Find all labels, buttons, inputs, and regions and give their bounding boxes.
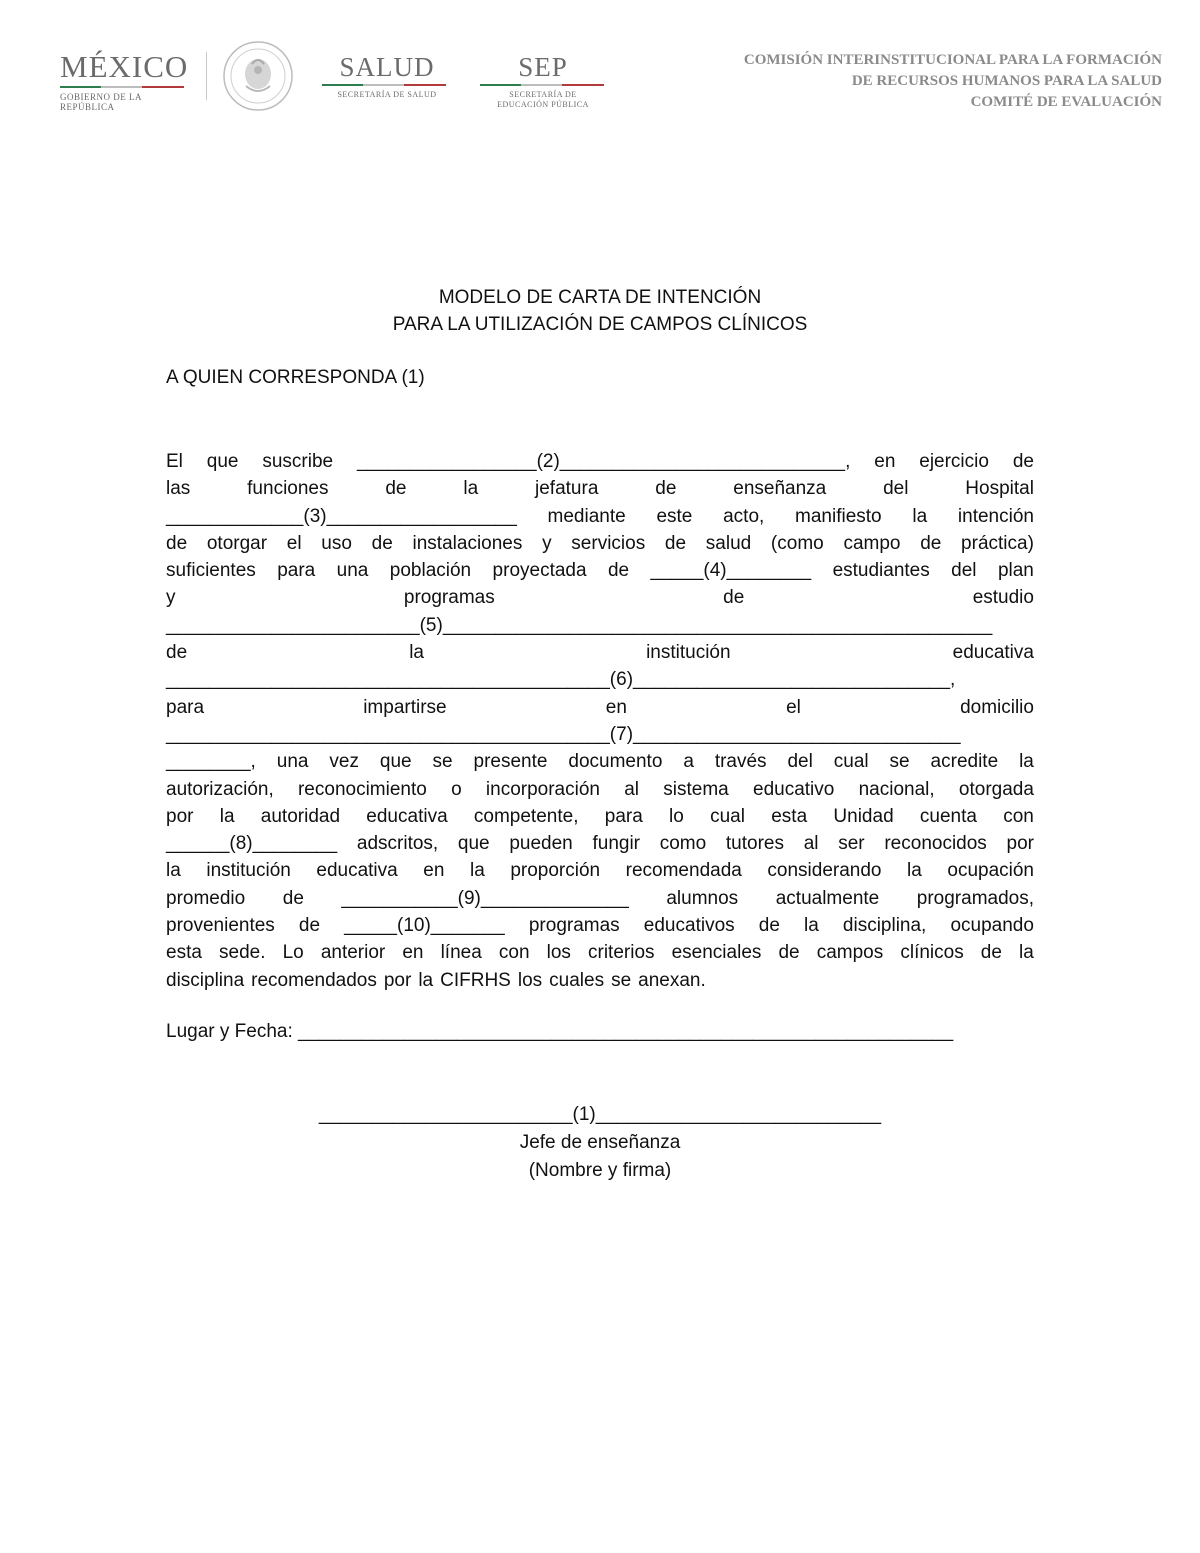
body-word: presente	[473, 751, 548, 773]
body-word: una	[336, 560, 369, 582]
body-word: la	[1019, 751, 1034, 773]
body-word: mediante	[547, 505, 626, 527]
body-word: ______(8)________	[166, 833, 338, 855]
body-word: en	[423, 860, 445, 882]
body-word: de	[980, 942, 1002, 964]
body-word: plan	[997, 560, 1034, 582]
body-line	[166, 503, 1034, 530]
body-line	[166, 612, 1034, 639]
commission-heading	[744, 50, 1162, 113]
body-word: como	[659, 833, 707, 855]
body-word: en	[402, 942, 424, 964]
body-word: través	[714, 751, 767, 773]
body-word: reconocidos	[884, 833, 987, 855]
body-word: autoridad	[260, 805, 341, 827]
body-word: la	[1019, 942, 1034, 964]
body-word: criterios	[588, 942, 655, 964]
addressee: A QUIEN CORRESPONDA (1)	[166, 367, 425, 388]
body-word: CIFRHS	[440, 969, 511, 991]
body-word: fungir	[592, 833, 640, 855]
body-word: ocupando	[950, 915, 1034, 937]
body-word: educativa	[316, 860, 398, 882]
body-word: se	[432, 751, 453, 773]
body-word: institución	[646, 642, 731, 664]
place-and-date-field: Lugar y Fecha: ______________________________________________________________	[166, 1021, 954, 1042]
body-word: _________________(2)___________________________,	[356, 451, 851, 472]
body-word: esenciales	[671, 942, 762, 964]
body-word: que	[379, 751, 412, 773]
body-word: se	[889, 751, 910, 773]
body-word: para	[166, 696, 205, 718]
body-word: jefatura	[535, 478, 599, 500]
body-line	[166, 584, 1034, 611]
body-word: de	[607, 560, 630, 582]
body-word: educativa	[952, 642, 1034, 664]
body-word: Unidad	[833, 805, 894, 827]
body-word: de	[655, 478, 677, 500]
body-word: El	[166, 451, 183, 472]
body-word: de	[664, 532, 687, 554]
body-word: ser	[838, 833, 865, 855]
body-word: estudio	[972, 587, 1034, 609]
document-title	[0, 284, 1200, 338]
commission-line-3: COMITÉ DE EVALUACIÓN	[970, 94, 1162, 110]
body-word: tutores	[725, 833, 784, 855]
body-line	[166, 748, 1034, 775]
body-word: sistema	[663, 778, 729, 800]
body-word: otorgar	[206, 532, 268, 554]
body-word: considerando	[767, 860, 882, 882]
body-line	[166, 557, 1034, 584]
body-word: campos	[816, 942, 884, 964]
body-word: documento	[568, 751, 663, 773]
body-line	[166, 530, 1034, 557]
body-word: cuenta	[919, 805, 977, 827]
body-word: anterior	[320, 942, 386, 964]
body-word: impartirse	[363, 696, 447, 718]
body-word: clínicos	[900, 942, 964, 964]
body-word: del	[883, 478, 909, 500]
body-word: proporción	[510, 860, 601, 882]
body-word: nacional,	[858, 778, 935, 800]
body-line	[166, 939, 1034, 966]
body-word: de	[298, 915, 321, 937]
body-word: _____(4)________	[650, 560, 812, 582]
body-word: alumnos	[666, 887, 739, 909]
body-word: a	[683, 751, 694, 773]
body-word: competente,	[473, 805, 579, 827]
body-word: pueden	[509, 833, 573, 855]
body-word: manifiesto	[795, 505, 882, 527]
flag-stripe	[60, 86, 184, 88]
body-word: suscribe	[262, 451, 334, 472]
body-word: se	[611, 969, 632, 991]
body-word: y	[166, 587, 176, 609]
body-word: actualmente	[775, 887, 880, 909]
body-word: Lo	[282, 942, 304, 964]
body-word: funciones	[247, 478, 329, 500]
body-word: del	[787, 751, 813, 773]
body-word: acredite	[930, 751, 999, 773]
body-word: de	[385, 478, 407, 500]
body-word: la	[907, 860, 922, 882]
body-word: adscritos,	[356, 833, 439, 855]
logo-divider	[206, 52, 207, 100]
body-word: por	[1006, 833, 1034, 855]
body-word: el	[786, 696, 801, 718]
flag-stripe	[480, 84, 604, 86]
body-line	[166, 912, 1034, 939]
commission-line-2: DE RECURSOS HUMANOS PARA LA SALUD	[851, 73, 1162, 89]
body-word: uso	[321, 532, 352, 554]
body-word: las	[166, 478, 191, 500]
letter-body	[166, 448, 1034, 994]
body-word: (como	[770, 532, 824, 554]
body-word: de	[371, 532, 393, 554]
sep-logo-subtitle-line2: EDUCACIÓN PÚBLICA	[497, 100, 589, 109]
salud-logo-subtitle: SECRETARÍA DE SALUD	[337, 90, 437, 99]
body-word: y	[542, 532, 552, 554]
signature-block	[0, 1101, 1200, 1185]
body-word: institución	[206, 860, 291, 882]
body-line	[166, 967, 1034, 994]
body-word: al	[803, 833, 819, 855]
body-word: educativa	[366, 805, 448, 827]
body-word: al	[624, 778, 640, 800]
body-word: de	[778, 942, 800, 964]
body-word: en	[605, 696, 627, 718]
flag-stripe	[322, 84, 446, 86]
body-word: la	[166, 860, 181, 882]
body-word: salud	[705, 532, 752, 554]
body-word: en	[874, 451, 896, 472]
body-word: la	[469, 860, 485, 882]
commission-line-1: COMISIÓN INTERINSTITUCIONAL PARA LA FORMACIÓN	[743, 52, 1162, 68]
body-word: lo	[669, 805, 684, 827]
body-word: la	[463, 478, 479, 500]
mexico-logo	[60, 50, 196, 112]
body-line	[166, 475, 1034, 502]
body-word: domicilio	[960, 696, 1034, 718]
body-line	[166, 694, 1034, 721]
body-line	[166, 776, 1034, 803]
body-word: instalaciones	[412, 532, 523, 554]
body-word: ejercicio	[919, 451, 989, 472]
body-word: provenientes	[166, 915, 275, 937]
body-word: promedio	[166, 887, 246, 909]
body-word: de	[166, 532, 188, 554]
body-word: programas	[528, 915, 620, 937]
body-word: práctica)	[961, 532, 1034, 554]
body-word: los	[517, 969, 543, 991]
body-line	[166, 830, 1034, 857]
body-word: la	[418, 969, 434, 991]
mexico-logo-word: MÉXICO	[60, 49, 189, 84]
body-word: que	[457, 833, 490, 855]
body-word: la	[219, 805, 235, 827]
body-word: reconocimiento	[297, 778, 427, 800]
body-word: autorización,	[166, 778, 274, 800]
body-line	[166, 885, 1034, 912]
body-word: este	[656, 505, 693, 527]
body-word: una	[276, 751, 309, 773]
body-word: ___________(9)______________	[341, 887, 629, 909]
body-word: acto,	[723, 505, 765, 527]
salud-logo	[322, 52, 452, 99]
body-word: ocupación	[947, 860, 1034, 882]
body-word: esta	[166, 942, 202, 964]
body-word: con	[1003, 805, 1034, 827]
body-word: __________________________________________(7)_______________________________	[166, 723, 961, 745]
body-word: proyectada	[492, 560, 587, 582]
body-word: programas	[403, 587, 495, 609]
body-word: _____________(3)__________________	[166, 505, 517, 527]
body-word: línea	[440, 942, 482, 964]
body-word: sede.	[219, 942, 266, 964]
body-word: disciplina	[166, 969, 245, 991]
body-word: por	[166, 805, 194, 827]
body-word: recomendada	[625, 860, 742, 882]
body-word: de	[1012, 451, 1034, 472]
body-line	[166, 721, 1034, 748]
body-word: vez	[329, 751, 359, 773]
body-word: la	[409, 642, 424, 664]
signature-line: ________________________(1)___________________________	[318, 1104, 882, 1125]
body-word: de	[758, 915, 780, 937]
body-word: disciplina,	[842, 915, 927, 937]
body-word: enseñanza	[733, 478, 827, 500]
body-word: la	[912, 505, 928, 527]
body-word: de	[920, 532, 942, 554]
signature-note: (Nombre y firma)	[528, 1160, 672, 1181]
body-word: para	[277, 560, 316, 582]
body-word: para	[604, 805, 643, 827]
body-line	[166, 639, 1034, 666]
body-word: ________________________(5)____________________________________________________	[166, 614, 993, 636]
body-word: estudiantes	[832, 560, 930, 582]
body-word: por	[383, 969, 412, 991]
body-line	[166, 448, 1034, 475]
title-line-1: MODELO DE CARTA DE INTENCIÓN	[438, 287, 762, 308]
body-word: del	[951, 560, 977, 582]
body-word: campo	[843, 532, 901, 554]
body-word: servicios	[571, 532, 646, 554]
sep-logo	[480, 52, 606, 110]
sep-logo-word: SEP	[518, 52, 568, 82]
body-word: _____(10)_______	[344, 915, 505, 937]
signature-role: Jefe de enseñanza	[519, 1132, 681, 1153]
body-word: cual	[710, 805, 745, 827]
body-word: intención	[957, 505, 1034, 527]
body-word: programados,	[916, 887, 1034, 909]
body-word: Hospital	[965, 478, 1034, 500]
body-word: educativo	[753, 778, 835, 800]
body-word: anexan.	[638, 969, 706, 991]
body-line	[166, 803, 1034, 830]
salud-logo-word: SALUD	[339, 52, 435, 82]
body-word: esta	[771, 805, 808, 827]
body-word: que	[206, 451, 239, 472]
body-line	[166, 666, 1034, 693]
mexico-logo-subtitle: GOBIERNO DE LA REPÚBLICA	[60, 92, 142, 112]
body-line	[166, 857, 1034, 884]
body-word: suficientes	[166, 560, 256, 582]
body-word: cual	[833, 751, 869, 773]
body-word: cuales	[549, 969, 605, 991]
body-word: o	[451, 778, 462, 800]
body-word: la	[804, 915, 819, 937]
title-line-2: PARA LA UTILIZACIÓN DE CAMPOS CLÍNICOS	[392, 314, 808, 335]
body-word: población	[389, 560, 472, 582]
body-word: de	[723, 587, 745, 609]
body-word: los	[546, 942, 571, 964]
sep-logo-subtitle-line1: SECRETARÍA DE	[509, 90, 577, 99]
body-word: el	[286, 532, 302, 554]
body-word: educativos	[643, 915, 735, 937]
body-word: de	[282, 887, 304, 909]
national-seal-icon	[222, 40, 294, 112]
letterhead	[0, 0, 1200, 130]
body-word: recomendados	[251, 969, 377, 991]
body-word: de	[166, 642, 188, 664]
body-word: ________,	[166, 751, 256, 773]
body-word: otorgada	[958, 778, 1034, 800]
body-word: __________________________________________(6)______________________________,	[166, 669, 956, 691]
body-word: incorporación	[485, 778, 600, 800]
body-word: con	[498, 942, 530, 964]
